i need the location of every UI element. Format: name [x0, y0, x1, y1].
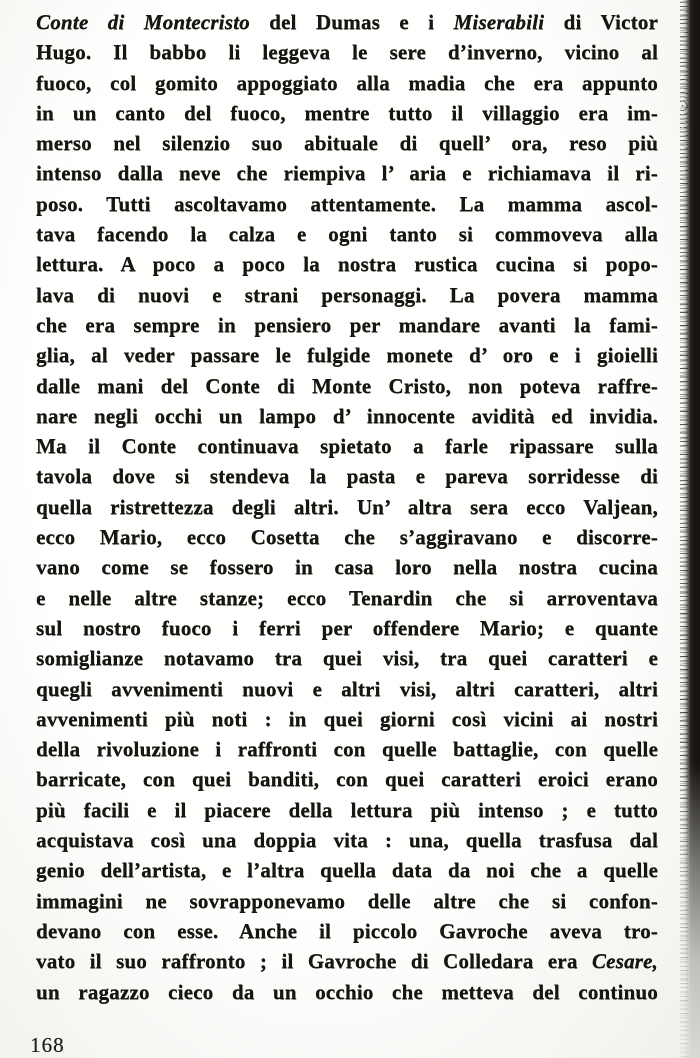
text-line	[36, 946, 658, 976]
text-line	[36, 249, 658, 279]
text-line	[36, 583, 658, 613]
text-segment: in un canto del fuoco, mentre tutto il villaggio era im-	[36, 100, 658, 125]
text-segment: quegli avvenimenti nuovi e altri visi, altri caratteri, altri	[36, 676, 658, 701]
text-segment: nare negli occhi un lampo d’ innocente avidità ed invidia.	[36, 403, 658, 428]
text-line	[36, 916, 658, 946]
text-segment: genio dell’artista, e l’altra quella data da noi che a quelle	[36, 858, 658, 883]
text-line	[36, 492, 658, 522]
text-segment: Cesare,	[591, 949, 658, 974]
text-line	[36, 219, 658, 249]
text-line	[36, 764, 658, 794]
text-line	[36, 734, 658, 764]
binding-shadow-speckle	[680, 0, 688, 1058]
text-line	[36, 98, 658, 128]
text-line	[36, 977, 658, 1007]
text-line	[36, 704, 658, 734]
text-segment: dalle mani del Conte di Monte Cristo, non poteva raffre-	[36, 373, 658, 398]
body-text	[36, 7, 658, 1007]
text-segment: Ma il Conte continuava spietato a farle ripassare sulla	[36, 434, 658, 459]
text-segment: che era sempre in pensiero per mandare avanti la fami-	[36, 312, 658, 337]
page-number: 168	[30, 1033, 65, 1057]
text-segment: quella ristrettezza degli altri. Un’ altra sera ecco Valjean,	[36, 494, 658, 519]
text-line	[36, 643, 658, 673]
text-segment: merso nel silenzio suo abituale di quell’ ora, reso più	[36, 131, 658, 156]
text-line	[36, 68, 658, 98]
text-segment: acquistava così una doppia vita : una, quella trasfusa dal	[36, 828, 658, 853]
text-segment: somiglianze notavamo tra quei visi, tra quei caratteri e	[36, 646, 658, 671]
text-line	[36, 189, 658, 219]
text-segment: glia, al veder passare le fulgide monete d’ oro e i gioielli	[36, 343, 658, 368]
text-segment: di Victor	[544, 10, 658, 34]
text-line	[36, 280, 658, 310]
text-line	[36, 310, 658, 340]
text-line	[36, 7, 658, 37]
text-line	[36, 522, 658, 552]
text-segment: avvenimenti più noti : in quei giorni così vicini ai nostri	[36, 706, 658, 731]
text-line	[36, 674, 658, 704]
text-segment: fuoco, col gomito appoggiato alla madia che era appunto	[36, 70, 658, 95]
text-line	[36, 855, 658, 885]
text-line	[36, 37, 658, 67]
text-segment: lava di nuovi e strani personaggi. La povera mamma	[36, 282, 658, 307]
text-line	[36, 401, 658, 431]
text-segment: un ragazzo cieco da un occhio che metteva del continuo	[36, 979, 658, 1004]
text-segment: sul nostro fuoco i ferri per offendere Mario; e quante	[36, 615, 658, 640]
binding-shadow-band	[680, 0, 700, 1058]
text-segment: tava facendo la calza e ogni tanto si commoveva alla	[36, 222, 658, 247]
text-segment: immagini ne sovrapponevamo delle altre che si confon-	[36, 888, 658, 913]
text-segment: e nelle altre stanze; ecco Tenardin che si arroventava	[36, 585, 658, 610]
text-line	[36, 128, 658, 158]
text-segment: barricate, con quei banditi, con quei caratteri eroici erano	[36, 767, 658, 792]
text-segment: ecco Mario, ecco Cosetta che s’aggiravano e discorre-	[36, 525, 658, 550]
text-line	[36, 613, 658, 643]
text-segment: devano con esse. Anche il piccolo Gavroche aveva tro-	[36, 918, 658, 943]
text-line	[36, 158, 658, 188]
text-segment: Conte di Montecristo	[36, 10, 250, 34]
text-line	[36, 371, 658, 401]
text-segment: intenso dalla neve che riempiva l’ aria e richiamava il ri-	[36, 161, 658, 186]
text-segment: della rivoluzione i raffronti con quelle battaglie, con quelle	[36, 737, 658, 762]
text-line	[36, 461, 658, 491]
text-line	[36, 431, 658, 461]
text-line	[36, 795, 658, 825]
text-segment: tavola dove si stendeva la pasta e pareva sorridesse di	[36, 464, 658, 489]
binding-shadow	[680, 0, 700, 1058]
text-line	[36, 825, 658, 855]
text-line	[36, 886, 658, 916]
text-segment: Miserabili	[453, 10, 545, 34]
text-segment: poso. Tutti ascoltavamo attentamente. La mamma ascol-	[36, 191, 658, 216]
text-segment: più facili e il piacere della lettura più intenso ; e tutto	[36, 797, 658, 822]
text-segment: vato il suo raffronto ; il Gavroche di Colledara era	[36, 949, 592, 974]
text-line	[36, 340, 658, 370]
text-segment: vano come se fossero in casa loro nella nostra cucina	[36, 555, 658, 580]
text-segment: lettura. A poco a poco la nostra rustica cucina si popo-	[36, 252, 658, 277]
text-segment: Hugo. Il babbo li leggeva le sere d’inverno, vicino al	[36, 40, 658, 65]
text-line	[36, 552, 658, 582]
text-segment: del Dumas e i	[249, 10, 454, 34]
